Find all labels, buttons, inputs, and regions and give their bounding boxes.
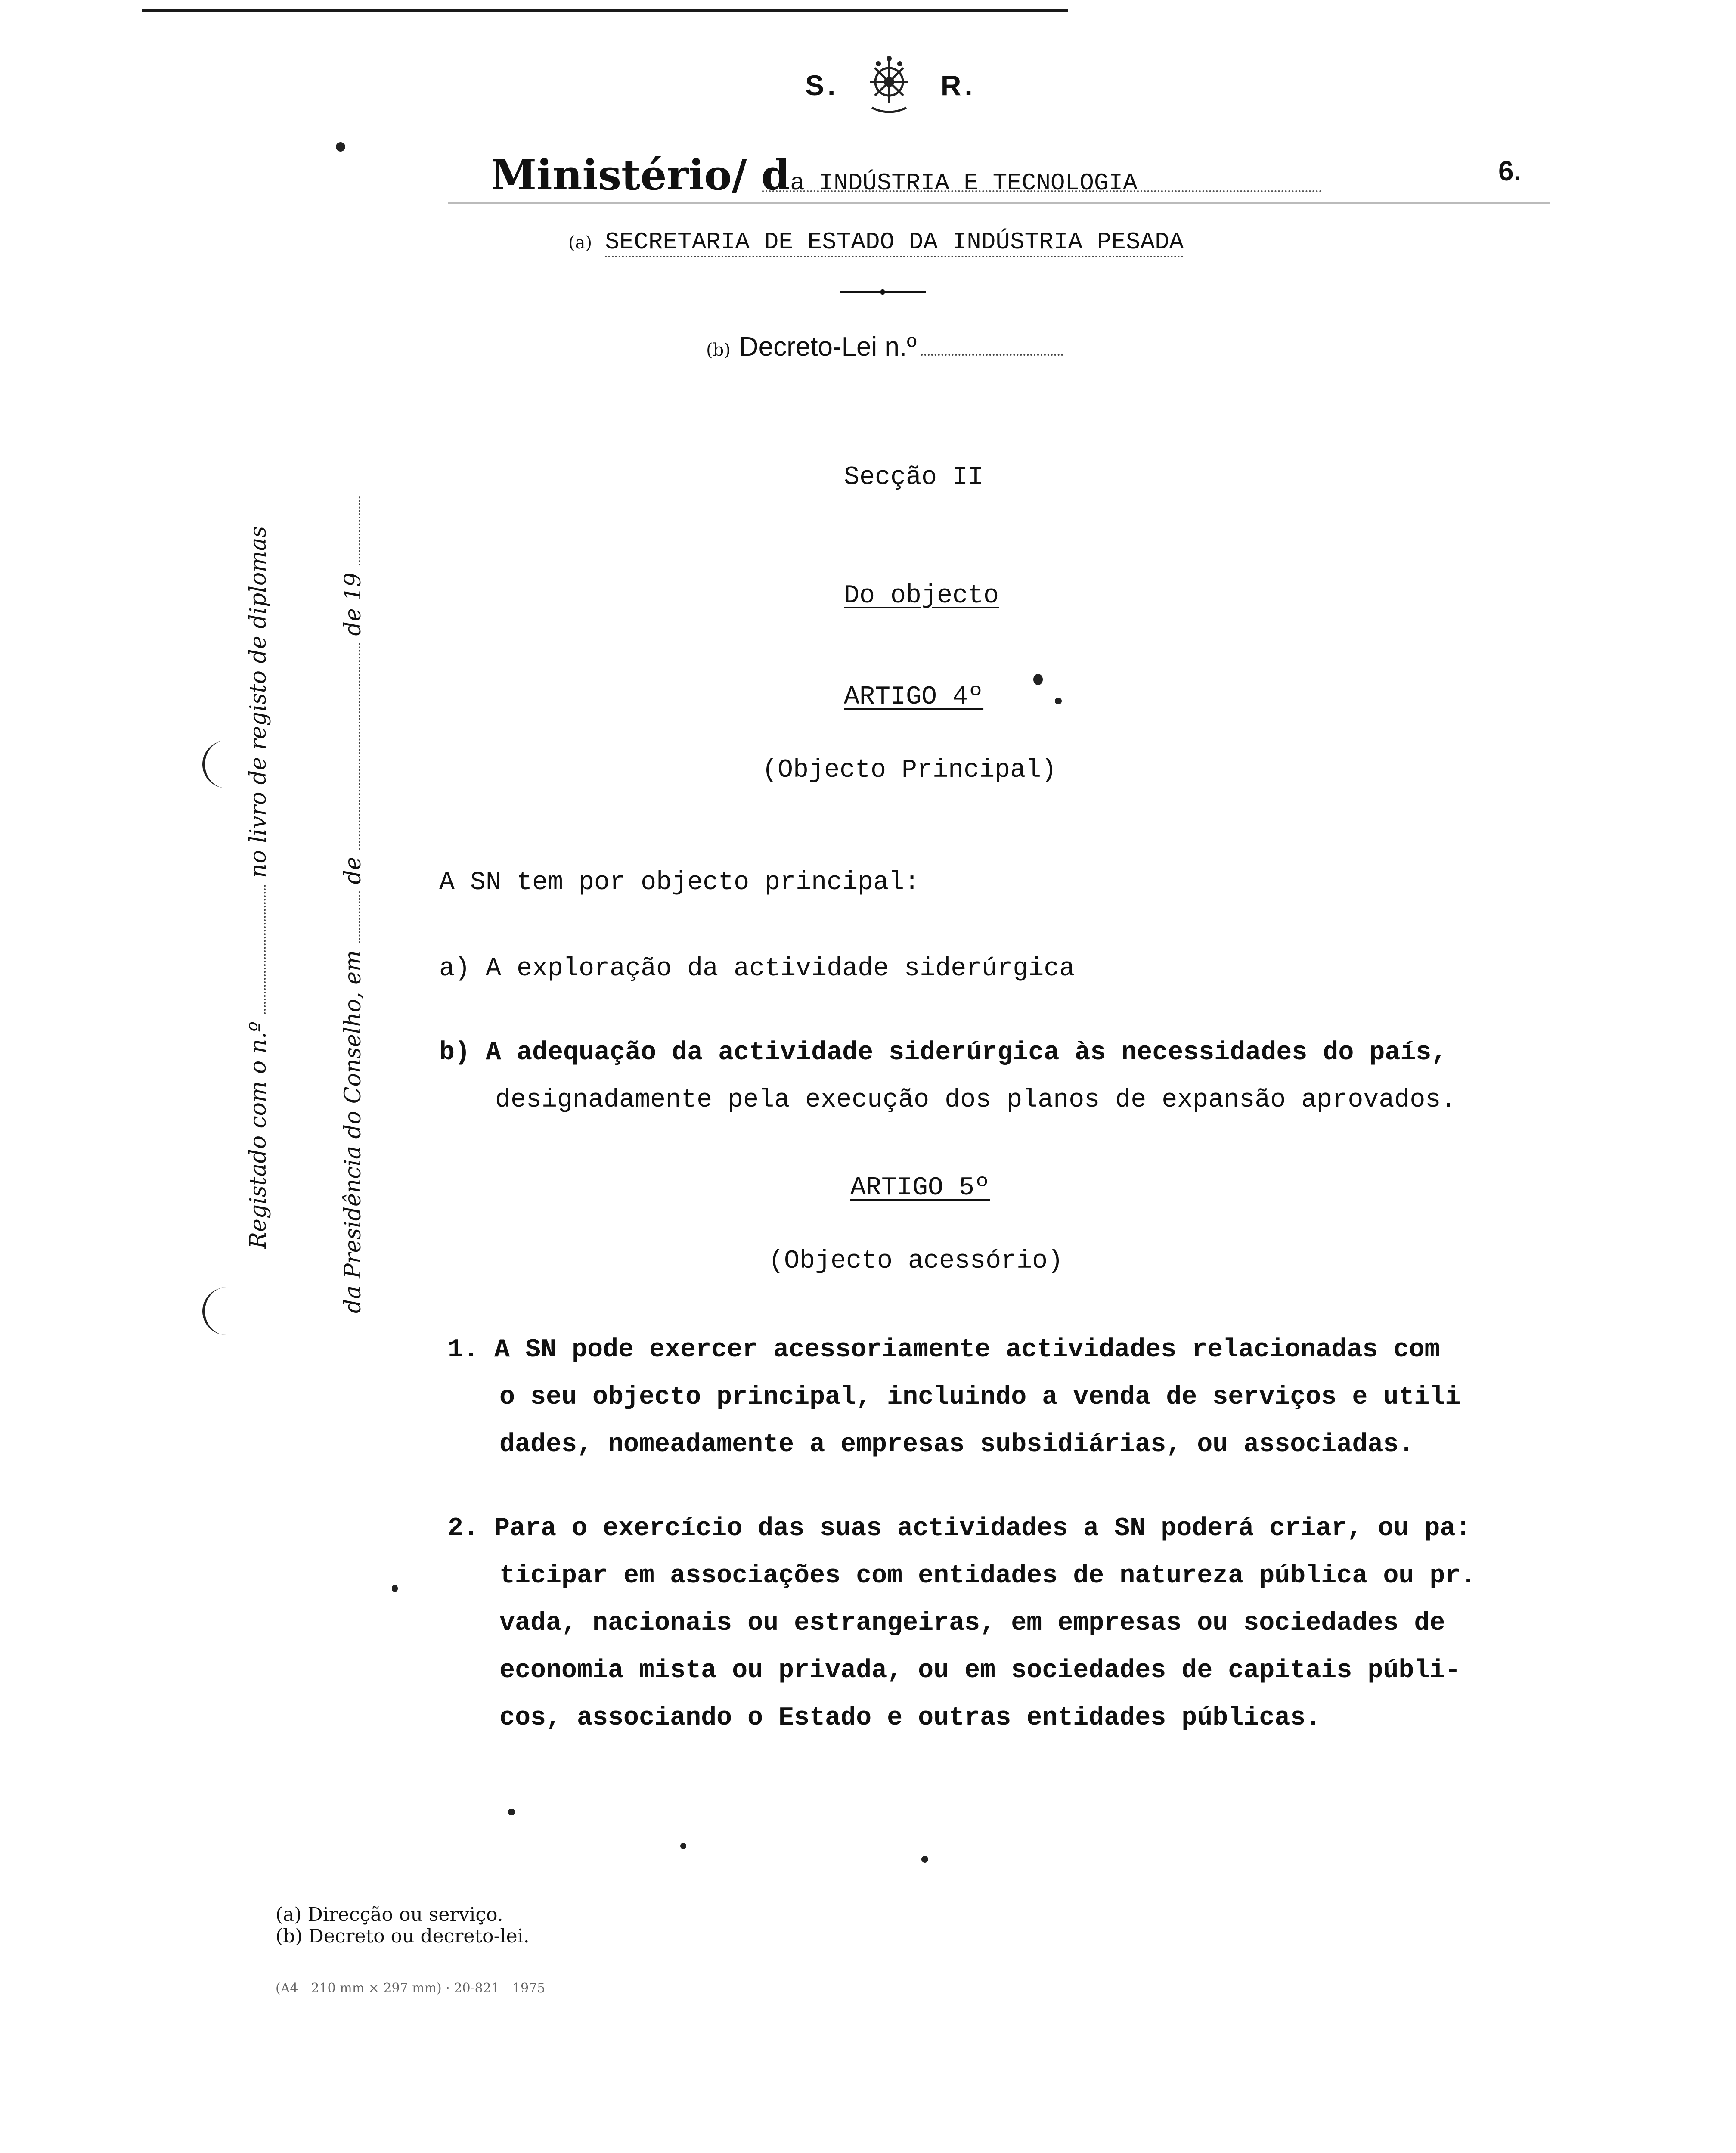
- scan-speck: [921, 1856, 928, 1863]
- sidebar-line2-a: da Presidência do Conselho, em: [340, 950, 366, 1313]
- scan-speck: [508, 1809, 515, 1815]
- article-4-item-a: [439, 945, 1075, 993]
- scan-speck: [1033, 674, 1043, 685]
- secretaria-name: SECRETARIA DE ESTADO DA INDÚSTRIA PESADA: [605, 228, 1184, 257]
- para-2-line3: vada, nacionais ou estrangeiras, em empresas ou sociedades de: [499, 1609, 1445, 1638]
- item-b-line2: designadamente pela execução dos planos de expansão aprovados.: [495, 1086, 1457, 1115]
- scan-speck: [1055, 698, 1062, 704]
- article-4-subtitle: (Objecto Principal): [762, 756, 1057, 785]
- item-a-label: a): [439, 954, 471, 983]
- secretaria-label: (a): [568, 233, 592, 253]
- para-2-line5: cos, associando o Estado e outras entidades públicas.: [499, 1703, 1321, 1733]
- ministerio-line: [491, 151, 1138, 199]
- registration-sidebar-line1: [245, 526, 271, 1249]
- ornament-divider-icon: [840, 288, 926, 296]
- printer-mark: (A4—210 mm × 297 mm) · 20-821—1975: [276, 1981, 546, 1996]
- sidebar-line2-fill1: [359, 891, 360, 943]
- section-subtitle: Do objecto: [844, 581, 999, 611]
- footnote-a: (a) Direcção ou serviço.: [276, 1904, 503, 1926]
- sidebar-line2-c: de 19: [340, 572, 366, 636]
- item-b-label: b): [439, 1038, 471, 1067]
- sidebar-line2-b: de: [340, 856, 366, 884]
- registration-sidebar-line2: [340, 496, 366, 1313]
- sidebar-line2-fill3: [359, 496, 360, 565]
- article-4-intro: A SN tem por objecto principal:: [439, 868, 920, 897]
- decreto-dotted-fill: [921, 354, 1063, 356]
- header-rule: [448, 202, 1550, 204]
- sidebar-line1-fill: [264, 885, 266, 1014]
- article-4-title: ARTIGO 4º: [844, 683, 984, 712]
- item-b-line1: A adequação da actividade siderúrgica às necessidades do país,: [486, 1038, 1447, 1067]
- para-2-label: 2.: [448, 1514, 479, 1543]
- sr-right: R.: [940, 69, 976, 101]
- article-4-item-b: [439, 1029, 1447, 1076]
- article-5-para-2: [448, 1505, 1471, 1552]
- section-title: Secção II: [844, 463, 984, 492]
- ministerio-prefix: Ministério: [491, 151, 732, 199]
- scan-speck: [336, 142, 345, 152]
- article-5-subtitle: (Objecto acessório): [769, 1247, 1063, 1276]
- ministerio-separator: / d: [732, 151, 790, 199]
- sidebar-bracket-bottom: [202, 1287, 257, 1335]
- scan-speck: [392, 1585, 398, 1592]
- para-1-line3: dades, nomeadamente a empresas subsidiárias, ou associadas.: [499, 1430, 1414, 1459]
- para-1-line1: A SN pode exercer acessoriamente actividades relacionadas com: [494, 1335, 1440, 1365]
- sidebar-line1-a: Registado com o n.º: [245, 1021, 271, 1249]
- secretaria-line: [568, 228, 1184, 256]
- decreto-line: [706, 332, 1063, 362]
- sidebar-line2-fill2: [359, 643, 360, 850]
- para-2-line4: economia mista ou privada, ou em sociedades de capitais públi-: [499, 1656, 1461, 1685]
- ministerio-name: a INDÚSTRIA E TECNOLOGIA: [790, 169, 1138, 197]
- decreto-text: Decreto-Lei n.º: [739, 332, 917, 362]
- sidebar-line1-b: no livro de registo de diplomas: [245, 526, 271, 878]
- page-number: 6.: [1498, 155, 1522, 186]
- footnote-b: (b) Decreto ou decreto-lei.: [276, 1925, 530, 1947]
- top-border-line: [142, 9, 1068, 12]
- item-a-text: A exploração da actividade siderúrgica: [486, 954, 1075, 983]
- ministerio-dotted-fill: [762, 190, 1322, 192]
- coat-of-arms-icon: [852, 56, 926, 116]
- para-2-line2: ticipar em associações com entidades de natureza pública ou pr.: [499, 1561, 1476, 1591]
- scan-speck: [680, 1843, 686, 1849]
- sidebar-bracket-top: [202, 741, 257, 788]
- article-5-title: ARTIGO 5º: [850, 1173, 990, 1203]
- sr-left: S.: [805, 69, 839, 101]
- para-2-line1: Para o exercício das suas actividades a SN poderá criar, ou pa:: [494, 1514, 1471, 1543]
- article-5-para-1: [448, 1326, 1440, 1374]
- decreto-label: (b): [706, 340, 731, 360]
- para-1-line2: o seu objecto principal, incluindo a venda de serviços e utili: [499, 1383, 1461, 1412]
- para-1-label: 1.: [448, 1335, 479, 1365]
